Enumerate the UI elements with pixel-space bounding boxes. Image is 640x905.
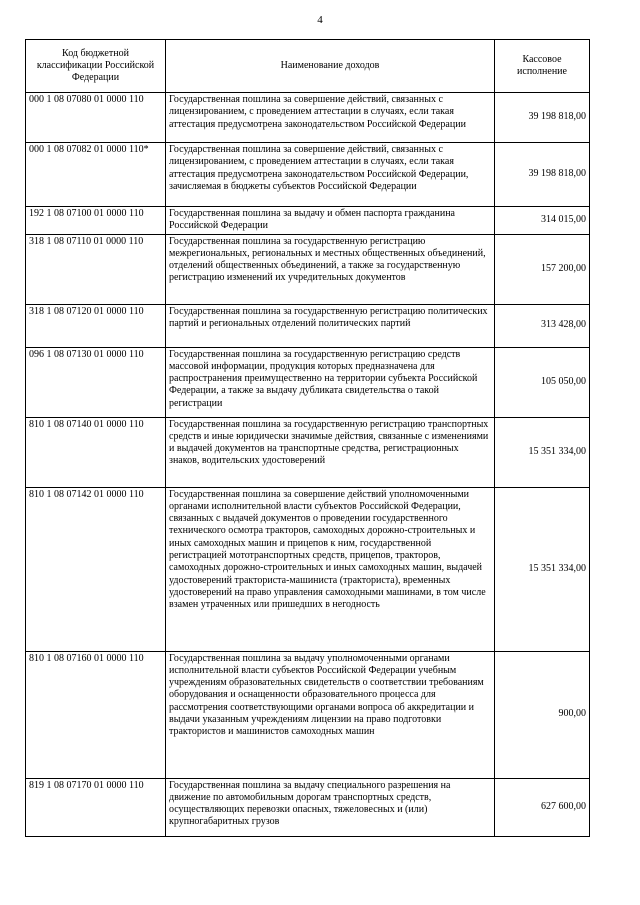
row-code: 000 1 08 07080 01 0000 110 (26, 93, 166, 143)
row-code: 096 1 08 07130 01 0000 110 (26, 347, 166, 417)
row-name: Государственная пошлина за выдачу и обмен паспорта гражданина Российской Федерации (166, 207, 495, 235)
row-amount: 627 600,00 (495, 778, 590, 836)
table-row (26, 778, 590, 836)
row-code: 810 1 08 07140 01 0000 110 (26, 417, 166, 487)
row-code: 318 1 08 07120 01 0000 110 (26, 304, 166, 347)
row-amount: 15 351 334,00 (495, 417, 590, 487)
row-code: 000 1 08 07082 01 0000 110* (26, 143, 166, 207)
row-name: Государственная пошлина за государственную регистрацию политических партий и региональных отделений политических партий (166, 304, 495, 347)
table-row (26, 207, 590, 235)
row-name: Государственная пошлина за совершение действий уполномоченными органами исполнительной власти субъектов Российской Федерации, связанных с выдачей документов о проведении государственного технического осмотра тракторов, самоходных дорожно-строительных и иных самоходных машин и прицепов к ним, государственной регистрацией мототранспортных средств, прицепов, тракторов, самоходных дорожно-строительных и иных самоходных машин, выдачей удостоверений тракториста-машиниста (тракториста), временных удостоверений на право управления самоходными машинами, в том числе взамен утраченных или пришедших в негодность (166, 487, 495, 651)
table-row (26, 234, 590, 304)
row-name: Государственная пошлина за выдачу специального разрешения на движение по автомобильным дорогам транспортных средств, осуществляющих перевозки опасных, тяжеловесных и (или) крупногабаритных грузов (166, 778, 495, 836)
row-amount: 105 050,00 (495, 347, 590, 417)
row-amount: 15 351 334,00 (495, 487, 590, 651)
row-amount: 39 198 818,00 (495, 93, 590, 143)
table-row (26, 93, 590, 143)
row-name: Государственная пошлина за государственную регистрацию средств массовой информации, продукция которых предназначена для распространения преимущественно на территории субъекта Российской Федерации, а также за выдачу дубликата свидетельства о такой регистрации (166, 347, 495, 417)
header-name: Наименование доходов (166, 40, 495, 93)
row-name: Государственная пошлина за государственную регистрацию межрегиональных, региональных и местных общественных объединений, отделений общественных объединений, а также за государственную регистрацию изменений их учредительных документов (166, 234, 495, 304)
row-amount: 313 428,00 (495, 304, 590, 347)
row-amount: 157 200,00 (495, 234, 590, 304)
row-code: 192 1 08 07100 01 0000 110 (26, 207, 166, 235)
row-code: 810 1 08 07160 01 0000 110 (26, 651, 166, 778)
table-row (26, 347, 590, 417)
row-name: Государственная пошлина за совершение действий, связанных с лицензированием, с проведением аттестации в случаях, если такая аттестация предусмотрена законодательством Российской Федерации (166, 93, 495, 143)
row-name: Государственная пошлина за совершение действий, связанных с лицензированием, с проведением аттестации в случаях, если такая аттестация предусмотрена законодательством Российской Федерации, зачисляемая в бюджеты субъектов Российской Федерации (166, 143, 495, 207)
header-amount: Кассовое исполнение (495, 40, 590, 93)
row-name: Государственная пошлина за государственную регистрацию транспортных средств и иные юридически значимые действия, связанные с изменениями и выдачей документов на транспортные средства, регистрационных знаков, водительских удостоверений (166, 417, 495, 487)
header-code: Код бюджетной классификации Российской Федерации (26, 40, 166, 93)
table-row (26, 651, 590, 778)
table-row (26, 304, 590, 347)
row-code: 318 1 08 07110 01 0000 110 (26, 234, 166, 304)
row-amount: 39 198 818,00 (495, 143, 590, 207)
table-row (26, 417, 590, 487)
row-code: 819 1 08 07170 01 0000 110 (26, 778, 166, 836)
table-row (26, 487, 590, 651)
row-name: Государственная пошлина за выдачу уполномоченными органами исполнительной власти субъектов Российской Федерации учебным учреждениям образовательных свидетельств о соответствии требованиям оборудования и оснащенности образовательного процесса для рассмотрения соответствующими органами вопроса об аккредитации и выдачи указанным учреждениям лицензии на право подготовки трактористов и машинистов самоходных машин (166, 651, 495, 778)
table-header-row (26, 40, 590, 93)
page-number: 4 (317, 14, 323, 26)
table-row (26, 143, 590, 207)
row-amount: 314 015,00 (495, 207, 590, 235)
row-code: 810 1 08 07142 01 0000 110 (26, 487, 166, 651)
row-amount: 900,00 (495, 651, 590, 778)
revenue-table (25, 39, 590, 837)
